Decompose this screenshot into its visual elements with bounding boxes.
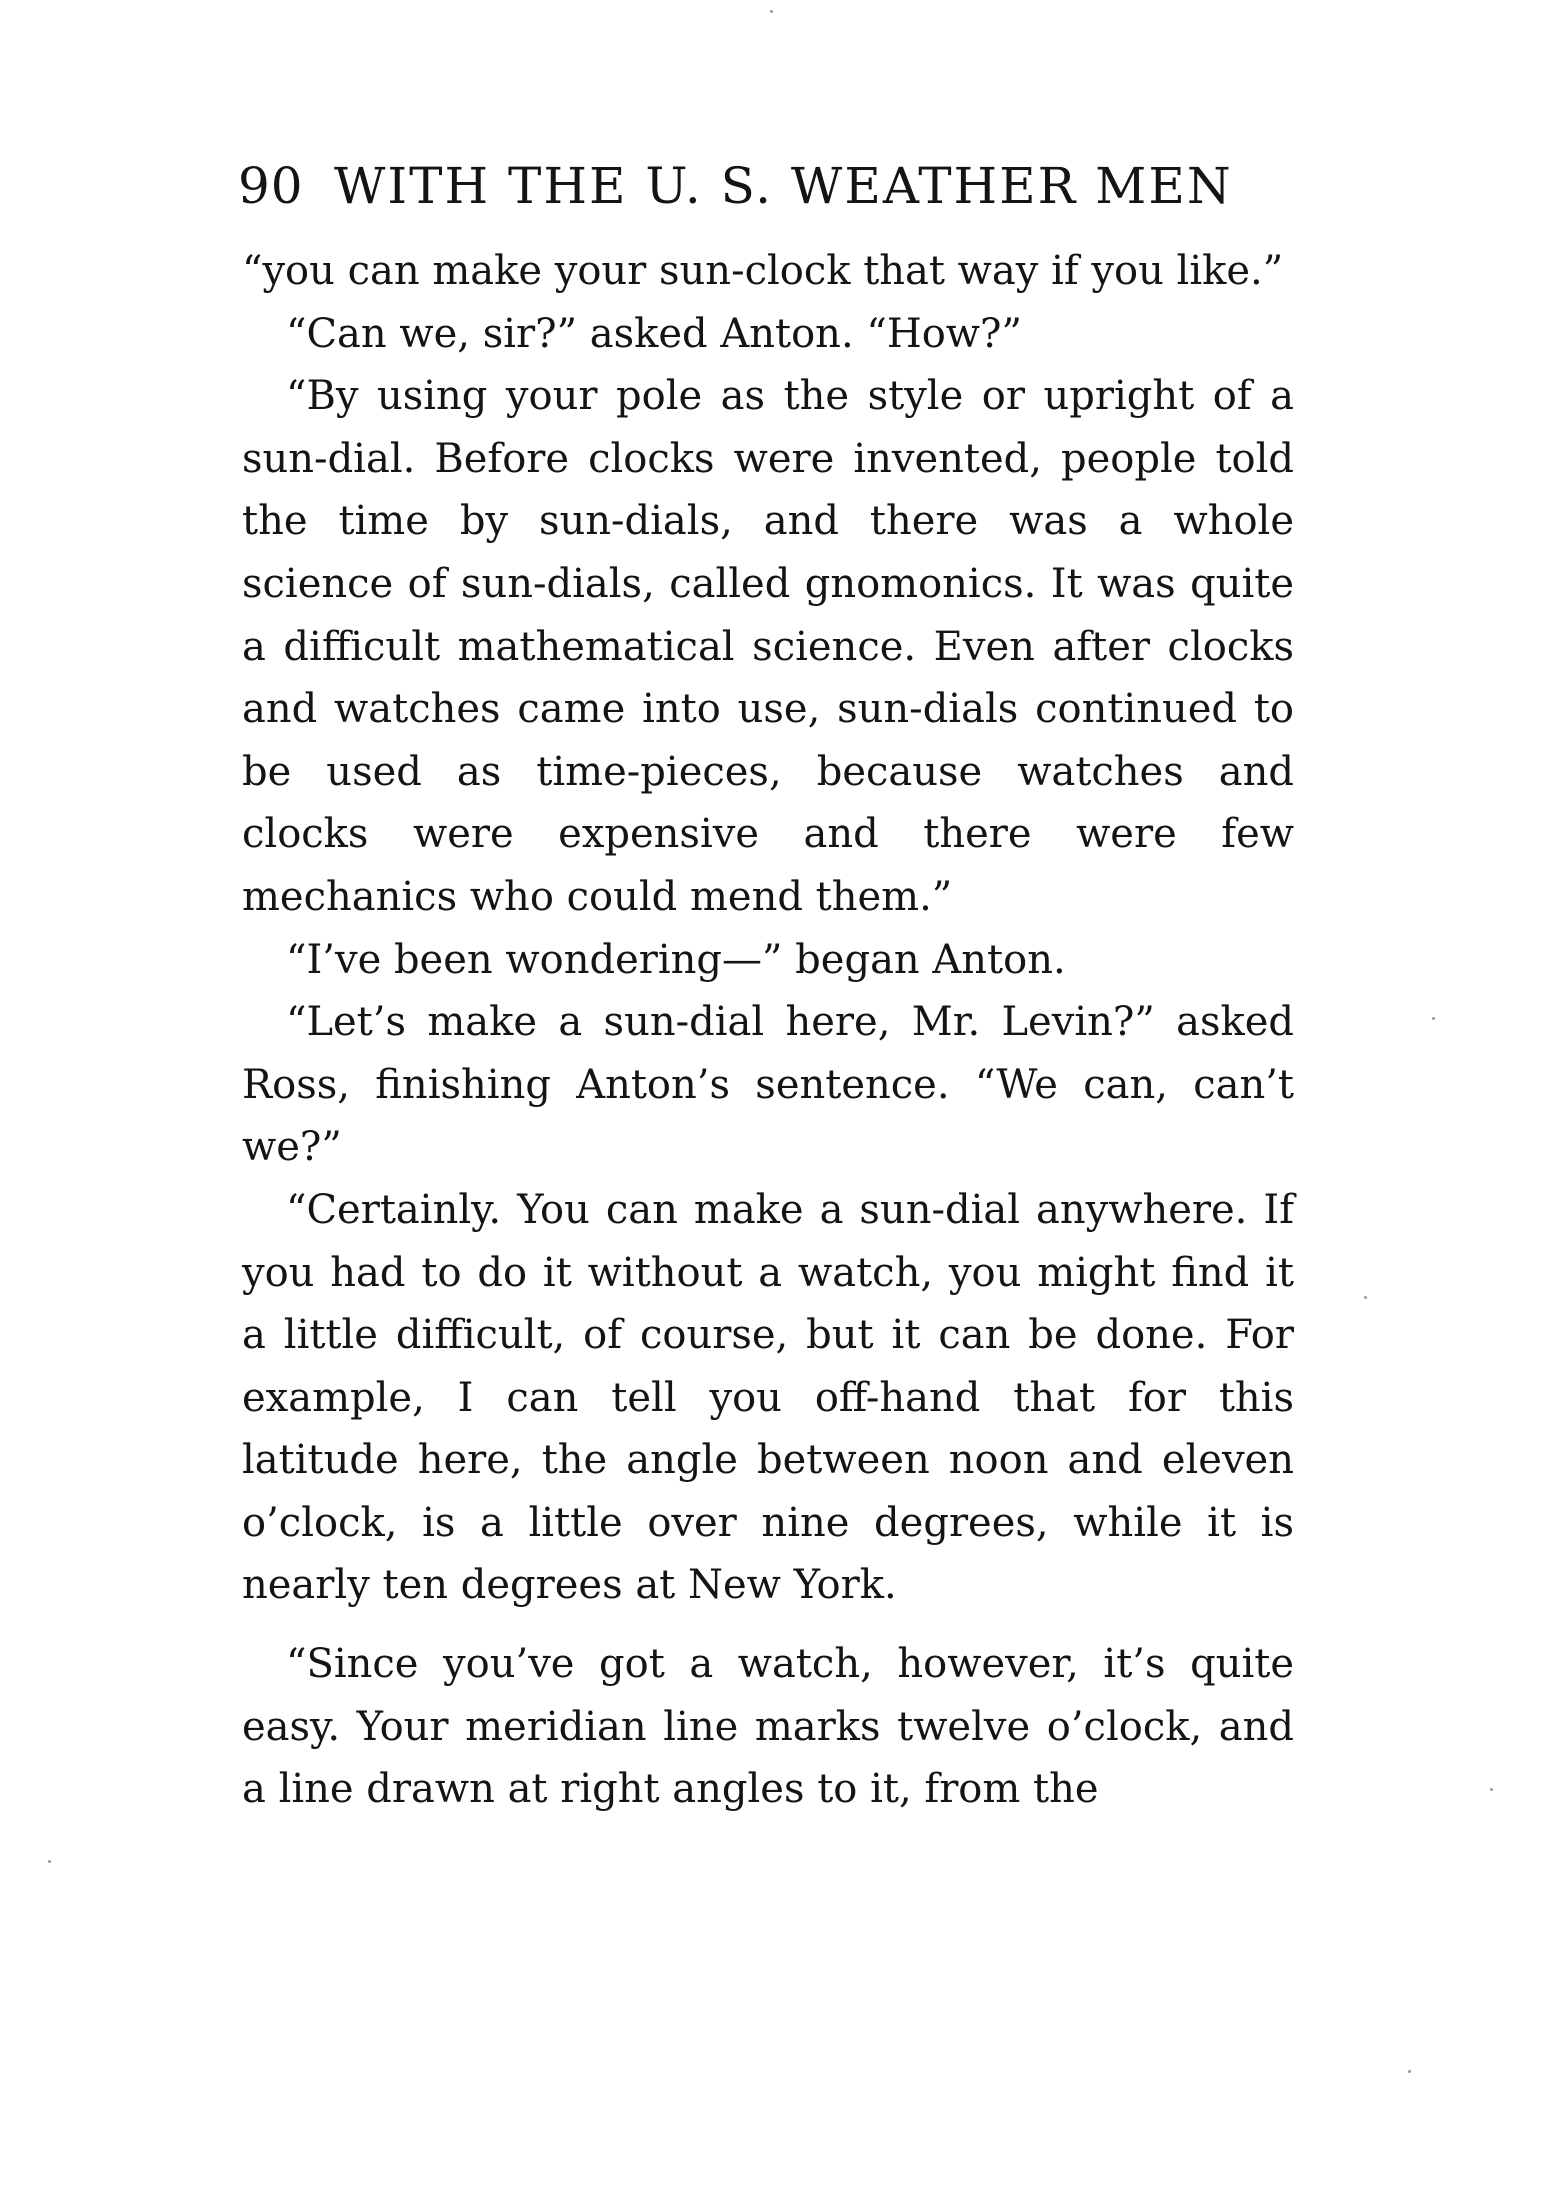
running-head xyxy=(238,154,1296,218)
body-text xyxy=(242,240,1294,1821)
paper-speck xyxy=(1432,1017,1435,1020)
paragraph-ross-question: “Let’s make a sun-dial here, Mr. Levin?” asked Ross, finishing Anton’s sentence. “We can, can’t we?” xyxy=(242,999,1294,1171)
paragraph-sun-dial-history: “By using your pole as the style or upright of a sun-dial. Before clocks were invented, people told the time by sun-dials, and there was a whole science of sun-dials, called gnomonics. It was quite a difficult mathematical science. Even after clocks and watches came into use, sun-dials continued to be used as time-pieces, because watches and clocks were expensive and there were few mechanics who could mend them.” xyxy=(242,373,1294,920)
paper-speck xyxy=(1490,1788,1493,1791)
page-number: 90 xyxy=(238,157,304,215)
paper-speck xyxy=(1364,1296,1367,1299)
paragraph-watch-method: “Since you’ve got a watch, however, it’s quite easy. Your meridian line marks twelve o’clock, and a line drawn at right angles to it, from the xyxy=(242,1641,1294,1813)
running-title: WITH THE U. S. WEATHER MEN xyxy=(334,157,1233,215)
paragraph-anton-wondering: “I’ve been wondering—” began Anton. xyxy=(286,936,1066,983)
paragraph-continuation: “you can make your sun-clock that way if you like.” xyxy=(242,248,1284,294)
paper-speck xyxy=(1408,2070,1411,2073)
paper-speck xyxy=(770,10,773,13)
paragraph-anton-question: “Can we, sir?” asked Anton. “How?” xyxy=(286,310,1022,357)
paragraph-certainly: “Certainly. You can make a sun-dial anywhere. If you had to do it without a watch, you might find it a little difficult, of course, but it can be done. For example, I can tell you off-hand that for this latitude here, the angle between noon and eleven o’clock, is a little over nine degrees, while it is nearly ten degrees at New York. xyxy=(242,1186,1294,1609)
paper-speck xyxy=(48,1860,51,1863)
